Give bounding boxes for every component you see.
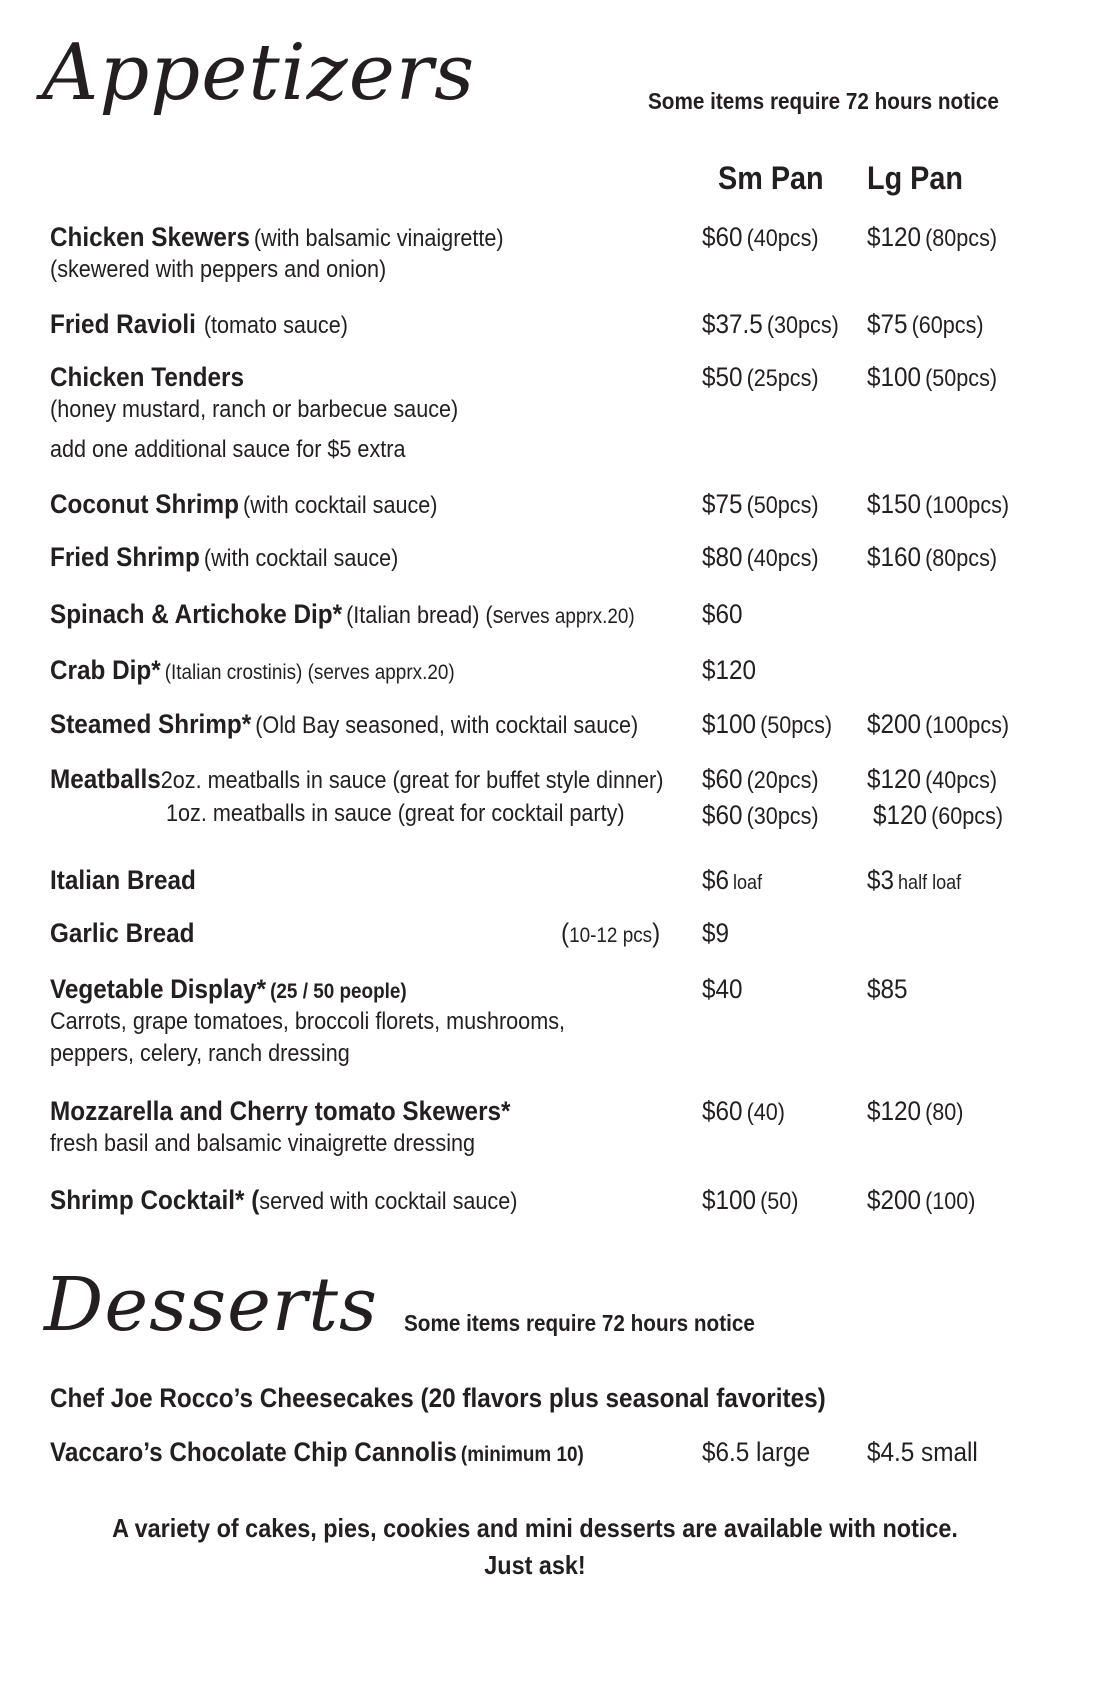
item-note: (25 / 50 people) — [270, 980, 407, 1003]
sm-price: $50 (25pcs) — [702, 362, 819, 392]
sm-price: $40 — [702, 974, 743, 1004]
item-note: (10-12 pcs) — [561, 918, 661, 948]
item-description: peppers, celery, ranch dressing — [50, 1040, 350, 1067]
item-name: Coconut Shrimp — [50, 489, 239, 519]
sm-price: $60 (40) — [702, 1096, 785, 1126]
item-name: Vegetable Display* — [50, 974, 267, 1004]
item-name: Meatballs — [50, 764, 161, 794]
item-note: erves apprx.20) — [503, 605, 635, 628]
item-note: s — [492, 602, 504, 629]
item-note: (with cocktail sauce) — [243, 492, 438, 519]
sm-price: $60 — [702, 599, 743, 629]
menu-item-coconut-shrimp — [50, 489, 437, 520]
lg-price: $3 half loaf — [867, 865, 962, 895]
lg-price: $85 — [867, 974, 908, 1004]
lg-price: $200 (100) — [867, 1185, 976, 1215]
sm-price: $60 (20pcs) — [702, 764, 819, 794]
item-note: (with balsamic vinaigrette) — [253, 225, 504, 252]
desserts-heading: Desserts — [44, 1262, 378, 1348]
lg-price: $120 (40pcs) — [867, 764, 998, 794]
sm-price: $6.5 large — [702, 1437, 811, 1467]
appetizers-heading: Appetizers — [42, 28, 476, 118]
menu-item-fried-ravioli — [50, 309, 348, 340]
menu-item-italian-bread — [50, 865, 196, 896]
item-note: (Italian bread) ( — [346, 602, 493, 629]
lg-price: $75 (60pcs) — [867, 309, 984, 339]
menu-item-spinach-artichoke-dip — [50, 599, 635, 630]
item-note: (Italian crostinis) (serves apprx.20) — [164, 661, 455, 684]
lg-price: $120 (80pcs) — [867, 222, 998, 252]
item-name: Chef Joe Rocco’s Cheesecakes (20 flavors plus seasonal favorites) — [50, 1383, 826, 1413]
item-name: Spinach & Artichoke Dip* — [50, 599, 343, 629]
sm-price: $120 — [702, 655, 757, 685]
item-note: (with cocktail sauce) — [203, 545, 399, 572]
menu-item-mozzarella-skewers — [50, 1096, 511, 1127]
item-description: Carrots, grape tomatoes, broccoli florets, mushrooms, — [50, 1008, 565, 1035]
item-note: (Old Bay seasoned, with cocktail sauce) — [255, 712, 639, 739]
menu-item-vegetable-display — [50, 974, 407, 1005]
menu-item-crab-dip — [50, 655, 455, 686]
dessert-item-cheesecakes — [50, 1383, 826, 1414]
item-name: Crab Dip* — [50, 655, 161, 685]
sm-price: $80 (40pcs) — [702, 542, 819, 572]
menu-item-garlic-bread — [50, 918, 195, 949]
lg-pan-column-header: Lg Pan — [867, 160, 964, 196]
menu-item-fried-shrimp — [50, 542, 398, 573]
closing-note — [50, 1510, 1020, 1584]
item-name: Shrimp Cocktail* ( — [50, 1185, 260, 1215]
sm-price: $60 (30pcs) — [702, 800, 819, 830]
menu-item-meatballs — [50, 764, 663, 795]
item-name: Chicken Skewers — [50, 222, 250, 252]
item-name: Fried Shrimp — [50, 542, 200, 572]
sm-price: $75 (50pcs) — [702, 489, 819, 519]
dessert-item-cannolis — [50, 1437, 584, 1468]
sm-price: $6 loaf — [702, 865, 763, 895]
closing-line-2: Just ask! — [484, 1550, 586, 1580]
item-name: Fried Ravioli — [50, 309, 196, 339]
lg-price: $200 (100pcs) — [867, 709, 1010, 739]
menu-item-shrimp-cocktail — [50, 1185, 517, 1216]
menu-item-chicken-tenders — [50, 362, 244, 393]
sm-price: $60 (40pcs) — [702, 222, 819, 252]
item-name: Vaccaro’s Chocolate Chip Cannolis — [50, 1437, 457, 1467]
item-description: 1oz. meatballs in sauce (great for cocktail party) — [166, 800, 625, 827]
sm-price: $9 — [702, 918, 730, 948]
item-name: Chicken Tenders — [50, 362, 245, 392]
item-description: fresh basil and balsamic vinaigrette dressing — [50, 1130, 476, 1157]
lg-price: $150 (100pcs) — [867, 489, 1010, 519]
item-name: Italian Bread — [50, 865, 196, 895]
lg-price: $100 (50pcs) — [867, 362, 998, 392]
menu-item-steamed-shrimp — [50, 709, 638, 740]
item-note: (minimum 10) — [460, 1443, 584, 1466]
item-name: Mozzarella and Cherry tomato Skewers* — [50, 1096, 511, 1126]
item-note: 2oz. meatballs in sauce (great for buffet style dinner) — [160, 767, 664, 794]
item-extra-note: add one additional sauce for $5 extra — [50, 436, 406, 463]
lg-price: $160 (80pcs) — [867, 542, 998, 572]
sm-price: $100 (50pcs) — [702, 709, 833, 739]
closing-line-1: A variety of cakes, pies, cookies and mini desserts are available with notice. — [112, 1513, 958, 1543]
sm-price: $100 (50) — [702, 1185, 799, 1215]
item-name: Garlic Bread — [50, 918, 195, 948]
menu-item-chicken-skewers — [50, 222, 504, 253]
item-name: Steamed Shrimp* — [50, 709, 252, 739]
lg-price: $120 (60pcs) — [873, 800, 1004, 830]
item-description: (skewered with peppers and onion) — [50, 256, 387, 283]
item-description: (honey mustard, ranch or barbecue sauce) — [50, 396, 459, 423]
lg-price: $4.5 small — [867, 1437, 978, 1467]
sm-pan-column-header: Sm Pan — [718, 160, 824, 196]
lg-price: $120 (80) — [867, 1096, 964, 1126]
desserts-notice: Some items require 72 hours notice — [404, 1310, 755, 1336]
appetizers-notice: Some items require 72 hours notice — [648, 88, 999, 114]
item-note: served with cocktail sauce) — [259, 1188, 518, 1215]
item-note: (tomato sauce) — [203, 312, 348, 339]
sm-price: $37.5 (30pcs) — [702, 309, 839, 339]
